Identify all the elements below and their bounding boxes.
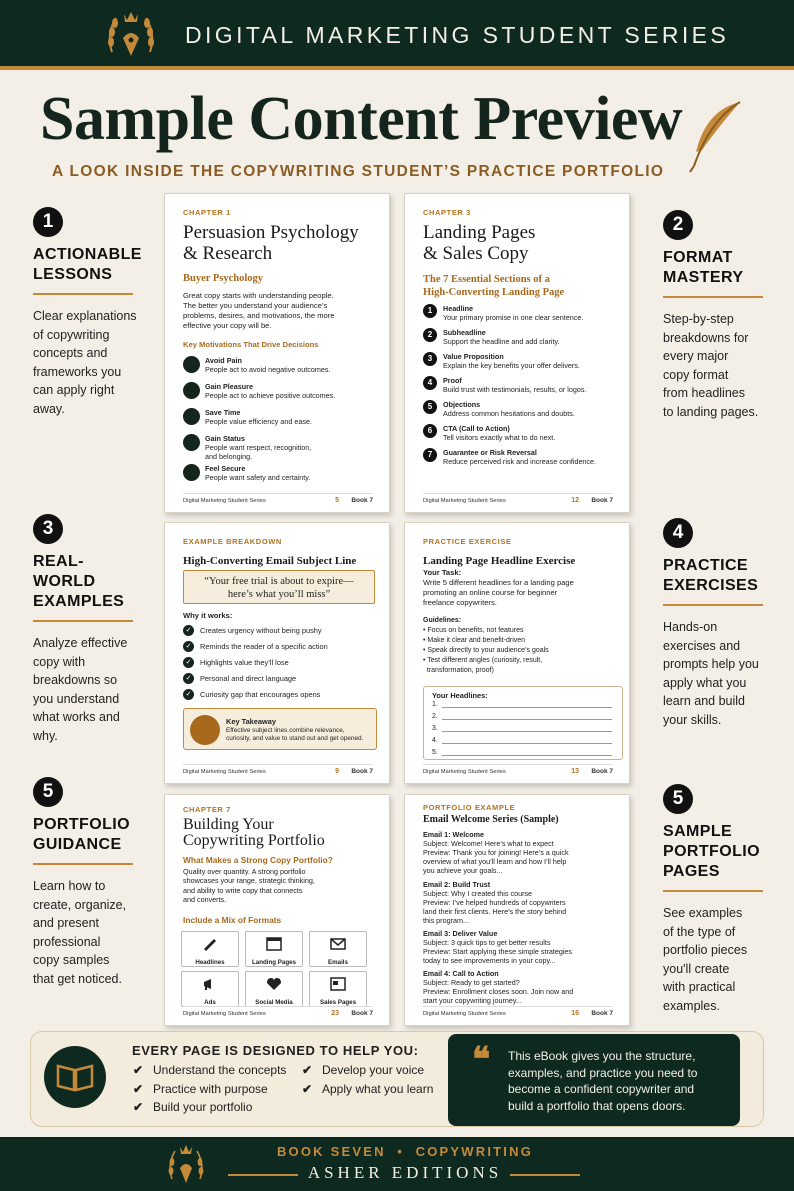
line-number: 5. bbox=[432, 749, 438, 756]
page-heading bbox=[423, 222, 535, 264]
task-text: promoting an online course for beginner bbox=[423, 588, 558, 597]
line-number: 2. bbox=[432, 713, 438, 720]
format-tile bbox=[309, 971, 367, 1007]
feature-desc: of copywriting bbox=[33, 327, 110, 342]
item-desc: People want safety and certainty. bbox=[205, 473, 311, 482]
feature-title: PAGES bbox=[663, 863, 720, 880]
email-heading: Email 1: Welcome bbox=[423, 830, 484, 839]
feature-number: 3 bbox=[33, 514, 63, 544]
lightbulb-icon bbox=[190, 715, 220, 745]
takeaway-text: Effective subject lines combine relevance, bbox=[226, 727, 345, 734]
item-title: CTA (Call to Action) bbox=[443, 424, 510, 433]
feature-desc: what works and bbox=[33, 710, 120, 724]
check-icon: ✔ bbox=[302, 1063, 313, 1077]
item-number: 2 bbox=[423, 328, 437, 342]
item-title: Objections bbox=[443, 400, 481, 409]
page-number: 16 bbox=[571, 1010, 579, 1017]
benefit-text: Practice with purpose bbox=[153, 1082, 268, 1096]
item-text: Reminds the reader of a specific action bbox=[200, 642, 328, 651]
format-tile bbox=[181, 971, 239, 1007]
document-icon bbox=[330, 977, 346, 991]
check-icon: ✓ bbox=[183, 673, 194, 684]
feature-desc: your skills. bbox=[663, 712, 722, 727]
why-label: Why it works: bbox=[183, 611, 233, 620]
item-text: Personal and direct language bbox=[200, 674, 297, 683]
guideline: • Test different angles (curiosity, result, bbox=[423, 657, 543, 664]
footer-book: Book 7 bbox=[351, 497, 373, 504]
page-footer bbox=[423, 493, 613, 504]
feature-desc: frameworks you bbox=[33, 364, 122, 379]
feature-desc: professional bbox=[33, 934, 101, 949]
feature-portfolio-guidance bbox=[33, 777, 143, 988]
heart-icon bbox=[266, 977, 282, 991]
page-footer bbox=[423, 1006, 613, 1017]
feature-desc: apply what you bbox=[663, 675, 747, 690]
feature-desc: Analyze effective bbox=[33, 636, 128, 650]
item-title: Feel Secure bbox=[205, 464, 246, 473]
check-icon: ✓ bbox=[183, 641, 194, 652]
quill-icon bbox=[686, 100, 744, 174]
page-kicker: PORTFOLIO EXAMPLE bbox=[423, 803, 516, 812]
item-desc: People want respect, recognition, bbox=[205, 443, 312, 452]
email-sample bbox=[423, 929, 623, 965]
footer-book: Book 7 bbox=[591, 768, 613, 775]
benefit-text: Develop your voice bbox=[322, 1063, 425, 1077]
item-desc: Support the headline and add clarity. bbox=[443, 337, 560, 346]
task-text: freelance copywriters. bbox=[423, 598, 497, 607]
feature-desc: every major bbox=[663, 349, 729, 363]
item-number: 1 bbox=[423, 304, 437, 318]
email-line: overview of what you’ll learn and how I’ll help bbox=[423, 857, 567, 866]
task-text: Write 5 different headlines for a landing page bbox=[423, 578, 574, 587]
email-line: this program... bbox=[423, 916, 469, 925]
footer-book-label: BOOK SEVEN • COPYWRITING bbox=[276, 1144, 534, 1159]
feature-desc: you understand bbox=[33, 691, 120, 706]
page-footer bbox=[183, 493, 373, 504]
headline-line[interactable] bbox=[432, 725, 438, 732]
email-line: land their first clients. Here’s the story behind bbox=[423, 907, 567, 916]
page-preview-example-breakdown bbox=[164, 522, 390, 784]
format-tile bbox=[181, 931, 239, 967]
line-number: 4. bbox=[432, 737, 438, 744]
email-heading: Email 4: Call to Action bbox=[423, 969, 499, 978]
quote-line: build a portfolio that opens doors. bbox=[508, 1098, 686, 1113]
item-text: Curiosity gap that encourages opens bbox=[200, 690, 321, 699]
feature-desc: Hands-on bbox=[663, 620, 718, 634]
page-footer bbox=[183, 764, 373, 775]
feature-desc: copy samples bbox=[33, 953, 110, 967]
item-title: Subheadline bbox=[443, 328, 486, 337]
divider bbox=[663, 890, 763, 892]
page-number: 5 bbox=[335, 497, 339, 504]
key-takeaway-box bbox=[183, 708, 377, 750]
book-icon bbox=[44, 1046, 106, 1108]
feature-desc: examples. bbox=[663, 998, 720, 1013]
email-sample bbox=[423, 830, 623, 875]
page-subheading: Buyer Psychology bbox=[183, 273, 264, 284]
feature-real-world-examples bbox=[33, 514, 143, 745]
feature-desc: Learn how to bbox=[33, 879, 106, 893]
format-tile bbox=[245, 931, 303, 967]
footer-series: Digital Marketing Student Series bbox=[183, 498, 266, 504]
item-text: Creates urgency without being pushy bbox=[200, 626, 322, 635]
quote-line: examples, and practice you need to bbox=[508, 1065, 698, 1080]
item-desc: Your primary promise in one clear sentence. bbox=[443, 313, 584, 322]
format-label: Emails bbox=[328, 959, 348, 966]
guideline: • Make it clear and benefit-driven bbox=[423, 637, 526, 644]
item-desc: and belonging. bbox=[205, 452, 253, 461]
page-heading: High-Converting Email Subject Line bbox=[183, 555, 357, 567]
feature-desc: away. bbox=[33, 401, 65, 416]
item-title: Gain Pleasure bbox=[205, 382, 253, 391]
body-line: Quality over quantity. A strong portfolio bbox=[183, 867, 306, 876]
feature-desc: of the type of bbox=[663, 924, 736, 939]
feature-number: 5 bbox=[33, 777, 63, 807]
quote-mark-icon: ❝ bbox=[472, 1042, 491, 1079]
avoid-pain-icon bbox=[183, 356, 200, 373]
feature-desc: exercises and bbox=[663, 638, 741, 653]
footer-series: Digital Marketing Student Series bbox=[423, 1011, 506, 1017]
envelope-icon bbox=[330, 937, 346, 951]
format-label: Social Media bbox=[255, 999, 293, 1006]
item-title: Value Proposition bbox=[443, 352, 504, 361]
page-title: Sample Content Preview bbox=[40, 85, 683, 153]
feature-title: SAMPLE bbox=[663, 823, 733, 840]
body-line: and converts. bbox=[183, 895, 227, 905]
line-number: 3. bbox=[432, 725, 438, 732]
page-preview-chapter-7 bbox=[164, 794, 390, 1026]
page-number: 13 bbox=[571, 768, 579, 775]
body-line: The better you understand your audience’s bbox=[183, 301, 328, 310]
check-icon: ✔ bbox=[133, 1063, 144, 1077]
takeaway-title: Key Takeaway bbox=[226, 717, 276, 726]
quote-box bbox=[183, 570, 375, 604]
page-footer bbox=[423, 764, 613, 775]
feature-desc: why. bbox=[33, 728, 58, 743]
feature-desc: Step-by-step bbox=[663, 312, 734, 326]
page-kicker: CHAPTER 3 bbox=[423, 208, 471, 217]
footer-book: Book 7 bbox=[351, 1010, 373, 1017]
feature-title: FORMAT bbox=[663, 249, 733, 266]
feature-practice-exercises bbox=[663, 518, 788, 729]
shield-icon bbox=[183, 464, 200, 481]
gain-pleasure-icon bbox=[183, 382, 200, 399]
page-kicker: PRACTICE EXERCISE bbox=[423, 537, 512, 546]
format-label: Landing Pages bbox=[251, 959, 296, 966]
guideline: • Focus on benefits, not features bbox=[423, 627, 524, 634]
divider bbox=[663, 604, 763, 606]
feature-desc: and present bbox=[33, 916, 100, 930]
series-title: DIGITAL MARKETING STUDENT SERIES bbox=[185, 22, 730, 48]
page-body bbox=[183, 867, 315, 905]
email-line: Subject: Welcome! Here’s what to expect bbox=[423, 839, 554, 848]
check-icon: ✓ bbox=[183, 689, 194, 700]
mix-title: Include a Mix of Formats bbox=[183, 915, 282, 925]
feature-desc: you'll create bbox=[663, 961, 730, 976]
feature-desc: concepts and bbox=[33, 346, 108, 360]
email-line: today to see improvements in your copy... bbox=[423, 956, 556, 965]
footer-series: Digital Marketing Student Series bbox=[423, 769, 506, 775]
email-line: Subject: 3 quick tips to get better results bbox=[423, 938, 551, 947]
divider bbox=[663, 296, 763, 298]
email-line: Preview: I’ve helped hundreds of copywriters bbox=[423, 898, 566, 907]
browser-icon bbox=[266, 937, 282, 951]
email-sample bbox=[423, 880, 623, 925]
feature-number: 2 bbox=[663, 210, 693, 240]
item-desc: Build trust with testimonials, results, or logos. bbox=[443, 385, 587, 394]
email-line: Preview: Enrollment closes soon. Join now and bbox=[423, 987, 574, 996]
feature-desc: from headlines bbox=[663, 386, 745, 400]
check-icon: ✓ bbox=[183, 657, 194, 668]
feature-number: 5 bbox=[663, 784, 693, 814]
page-subtitle: A LOOK INSIDE THE COPYWRITING STUDENT’S PRACTICE PORTFOLIO bbox=[52, 163, 665, 180]
item-title: Save Time bbox=[205, 408, 241, 417]
item-desc: People act to avoid negative outcomes. bbox=[205, 365, 331, 374]
guideline: transformation, proof) bbox=[423, 667, 494, 674]
headline-line[interactable] bbox=[432, 749, 438, 756]
item-desc: Reduce perceived risk and increase confidence. bbox=[443, 457, 597, 466]
email-sample bbox=[423, 969, 623, 1005]
item-number: 7 bbox=[423, 448, 437, 462]
footer-book: Book 7 bbox=[591, 1010, 613, 1017]
format-label: Ads bbox=[204, 999, 216, 1006]
feature-title: REAL-WORLD bbox=[33, 553, 96, 590]
format-tile bbox=[245, 971, 303, 1007]
feature-title: MASTERY bbox=[663, 269, 744, 286]
heading-line: & Sales Copy bbox=[423, 243, 529, 264]
page-preview-practice-exercise bbox=[404, 522, 630, 784]
heading-line: Persuasion Psychology bbox=[183, 222, 359, 243]
feature-desc: Clear explanations bbox=[33, 309, 137, 323]
headline-line[interactable] bbox=[432, 737, 438, 744]
feature-desc: to landing pages. bbox=[663, 404, 759, 419]
item-title: Gain Status bbox=[205, 434, 245, 443]
headline-line[interactable] bbox=[432, 713, 438, 720]
feature-desc: that get noticed. bbox=[33, 971, 122, 986]
subheading-line: High-Converting Landing Page bbox=[423, 287, 565, 298]
feature-sample-portfolio-pages bbox=[663, 784, 788, 1015]
testimonial-quote bbox=[448, 1034, 740, 1126]
takeaway-text: curiosity, and value to stand out and get opened. bbox=[226, 735, 364, 742]
item-number: 3 bbox=[423, 352, 437, 366]
page-kicker: EXAMPLE BREAKDOWN bbox=[183, 537, 282, 546]
footer-series: Digital Marketing Student Series bbox=[183, 769, 266, 775]
body-line: problems, desires, and motivations, the more bbox=[183, 311, 335, 320]
quote-line: This eBook gives you the structure, bbox=[508, 1049, 696, 1063]
quote-line: become a confident copywriter and bbox=[508, 1082, 695, 1096]
email-line: you achieve your goals... bbox=[423, 866, 503, 875]
feature-desc: copy format bbox=[663, 367, 729, 382]
benefit-text: Build your portfolio bbox=[153, 1100, 253, 1114]
feature-desc: create, organize, bbox=[33, 897, 127, 912]
divider bbox=[33, 620, 133, 622]
email-heading: Email 2: Build Trust bbox=[423, 880, 491, 889]
email-line: Preview: Thank you for joining! Here’s a quick bbox=[423, 848, 569, 857]
page-kicker: CHAPTER 7 bbox=[183, 805, 231, 814]
feature-number: 1 bbox=[33, 207, 63, 237]
list-title: Key Motivations That Drive Decisions bbox=[183, 340, 319, 349]
feature-actionable-lessons bbox=[33, 207, 143, 418]
heading-line: & Research bbox=[183, 243, 273, 264]
footer-series: Digital Marketing Student Series bbox=[423, 498, 506, 504]
item-title: Proof bbox=[443, 376, 462, 385]
task-label: Your Task: bbox=[423, 568, 462, 577]
email-heading: Email 3: Deliver Value bbox=[423, 929, 498, 938]
feature-desc: copy with bbox=[33, 654, 86, 669]
item-number: 5 bbox=[423, 400, 437, 414]
item-title: Headline bbox=[443, 304, 473, 313]
email-line: start your copywriting journey... bbox=[423, 996, 522, 1005]
status-icon bbox=[183, 434, 200, 451]
feature-title: EXAMPLES bbox=[33, 593, 125, 610]
item-desc: Explain the key benefits your offer delivers. bbox=[443, 361, 580, 370]
format-label: Headlines bbox=[195, 959, 225, 966]
feature-title: ACTIONABLE bbox=[33, 246, 142, 263]
page-number: 23 bbox=[331, 1010, 339, 1017]
headlines-box bbox=[423, 686, 623, 760]
feature-desc: portfolio pieces bbox=[663, 943, 748, 957]
heading-line: Copywriting Portfolio bbox=[183, 832, 325, 849]
item-number: 4 bbox=[423, 376, 437, 390]
divider bbox=[510, 1174, 580, 1176]
page-kicker: CHAPTER 1 bbox=[183, 208, 231, 217]
page-heading: Landing Page Headline Exercise bbox=[423, 555, 576, 567]
megaphone-icon bbox=[202, 977, 218, 991]
item-number: 6 bbox=[423, 424, 437, 438]
footer-book: Book 7 bbox=[591, 497, 613, 504]
line-number: 1. bbox=[432, 701, 438, 708]
benefit-text: Apply what you learn bbox=[322, 1082, 434, 1096]
page-number: 9 bbox=[335, 768, 339, 775]
email-line: Subject: Why I created this course bbox=[423, 889, 533, 898]
feature-desc: prompts help you bbox=[663, 657, 759, 671]
headlines-box-title: Your Headlines: bbox=[432, 691, 488, 700]
pen-icon bbox=[202, 937, 218, 951]
item-desc: Tell visitors exactly what to do next. bbox=[443, 433, 556, 442]
page-number: 12 bbox=[571, 497, 579, 504]
feature-title: GUIDANCE bbox=[33, 836, 122, 853]
feature-desc: can apply right bbox=[33, 383, 115, 397]
pen-crest-icon bbox=[164, 1141, 208, 1187]
guidelines-block bbox=[423, 616, 549, 676]
pen-crest-icon bbox=[102, 6, 160, 64]
page-subheading bbox=[423, 273, 564, 299]
feature-title: EXERCISES bbox=[663, 577, 759, 594]
feature-desc: with practical bbox=[663, 980, 736, 994]
item-desc: People value efficiency and ease. bbox=[205, 417, 312, 426]
email-line: Preview: Start applying these simple strategies bbox=[423, 947, 573, 956]
feature-title: PRACTICE bbox=[663, 557, 748, 574]
headline-line[interactable] bbox=[432, 701, 438, 708]
page-subheading: What Makes a Strong Copy Portfolio? bbox=[183, 855, 333, 865]
check-icon: ✔ bbox=[302, 1082, 313, 1096]
feature-title: PORTFOLIO bbox=[33, 816, 130, 833]
guideline: • Speak directly to your audience’s goals bbox=[423, 647, 549, 654]
page-preview-chapter-1 bbox=[164, 193, 390, 513]
feature-title: PORTFOLIO bbox=[663, 843, 760, 860]
clock-icon bbox=[183, 408, 200, 425]
footer-series: Digital Marketing Student Series bbox=[183, 1011, 266, 1017]
body-line: and ability to write copy that connects bbox=[183, 885, 303, 895]
feature-desc: breakdowns so bbox=[33, 673, 118, 687]
page-heading bbox=[183, 817, 325, 849]
feature-desc: learn and build bbox=[663, 694, 746, 708]
quote-line: here’s what you’ll miss” bbox=[227, 589, 331, 600]
format-tile bbox=[309, 931, 367, 967]
check-icon: ✓ bbox=[183, 625, 194, 636]
quote-line: “Your free trial is about to expire— bbox=[204, 576, 354, 587]
email-line: Subject: Ready to get started? bbox=[423, 978, 520, 987]
page-heading bbox=[183, 222, 359, 264]
format-label: Sales Pages bbox=[319, 999, 357, 1006]
feature-desc: See examples bbox=[663, 906, 743, 920]
guidelines-label: Guidelines: bbox=[423, 617, 462, 624]
body-line: effective your copy will be. bbox=[183, 321, 272, 330]
heading-line: Building Your bbox=[183, 816, 274, 833]
page-preview-portfolio-example bbox=[404, 794, 630, 1026]
check-icon: ✔ bbox=[133, 1100, 144, 1114]
benefits-heading: EVERY PAGE IS DESIGNED TO HELP YOU: bbox=[132, 1043, 419, 1058]
task-block bbox=[423, 568, 574, 608]
item-text: Highlights value they’ll lose bbox=[200, 658, 289, 667]
item-title: Guarantee or Risk Reversal bbox=[443, 448, 537, 457]
item-desc: Address common hesitations and doubts. bbox=[443, 409, 575, 418]
feature-title: LESSONS bbox=[33, 266, 113, 283]
page-preview-chapter-3 bbox=[404, 193, 630, 513]
item-desc: People act to achieve positive outcomes. bbox=[205, 391, 336, 400]
feature-number: 4 bbox=[663, 518, 693, 548]
benefit-text: Understand the concepts bbox=[153, 1063, 287, 1077]
body-line: Great copy starts with understanding people. bbox=[183, 291, 334, 300]
feature-desc: breakdowns for bbox=[663, 330, 749, 345]
footer-book: Book 7 bbox=[351, 768, 373, 775]
check-icon: ✔ bbox=[133, 1082, 144, 1096]
divider bbox=[33, 293, 133, 295]
divider bbox=[33, 863, 133, 865]
heading-line: Landing Pages bbox=[423, 222, 536, 243]
page-footer bbox=[183, 1006, 373, 1017]
page-body bbox=[183, 291, 335, 331]
subheading-line: The 7 Essential Sections of a bbox=[423, 274, 550, 285]
item-title: Avoid Pain bbox=[205, 356, 242, 365]
body-line: showcases your range, strategic thinking, bbox=[183, 876, 315, 886]
page-heading: Email Welcome Series (Sample) bbox=[423, 814, 559, 825]
footer-publisher: ASHER EDITIONS bbox=[307, 1163, 503, 1182]
feature-format-mastery bbox=[663, 210, 788, 421]
